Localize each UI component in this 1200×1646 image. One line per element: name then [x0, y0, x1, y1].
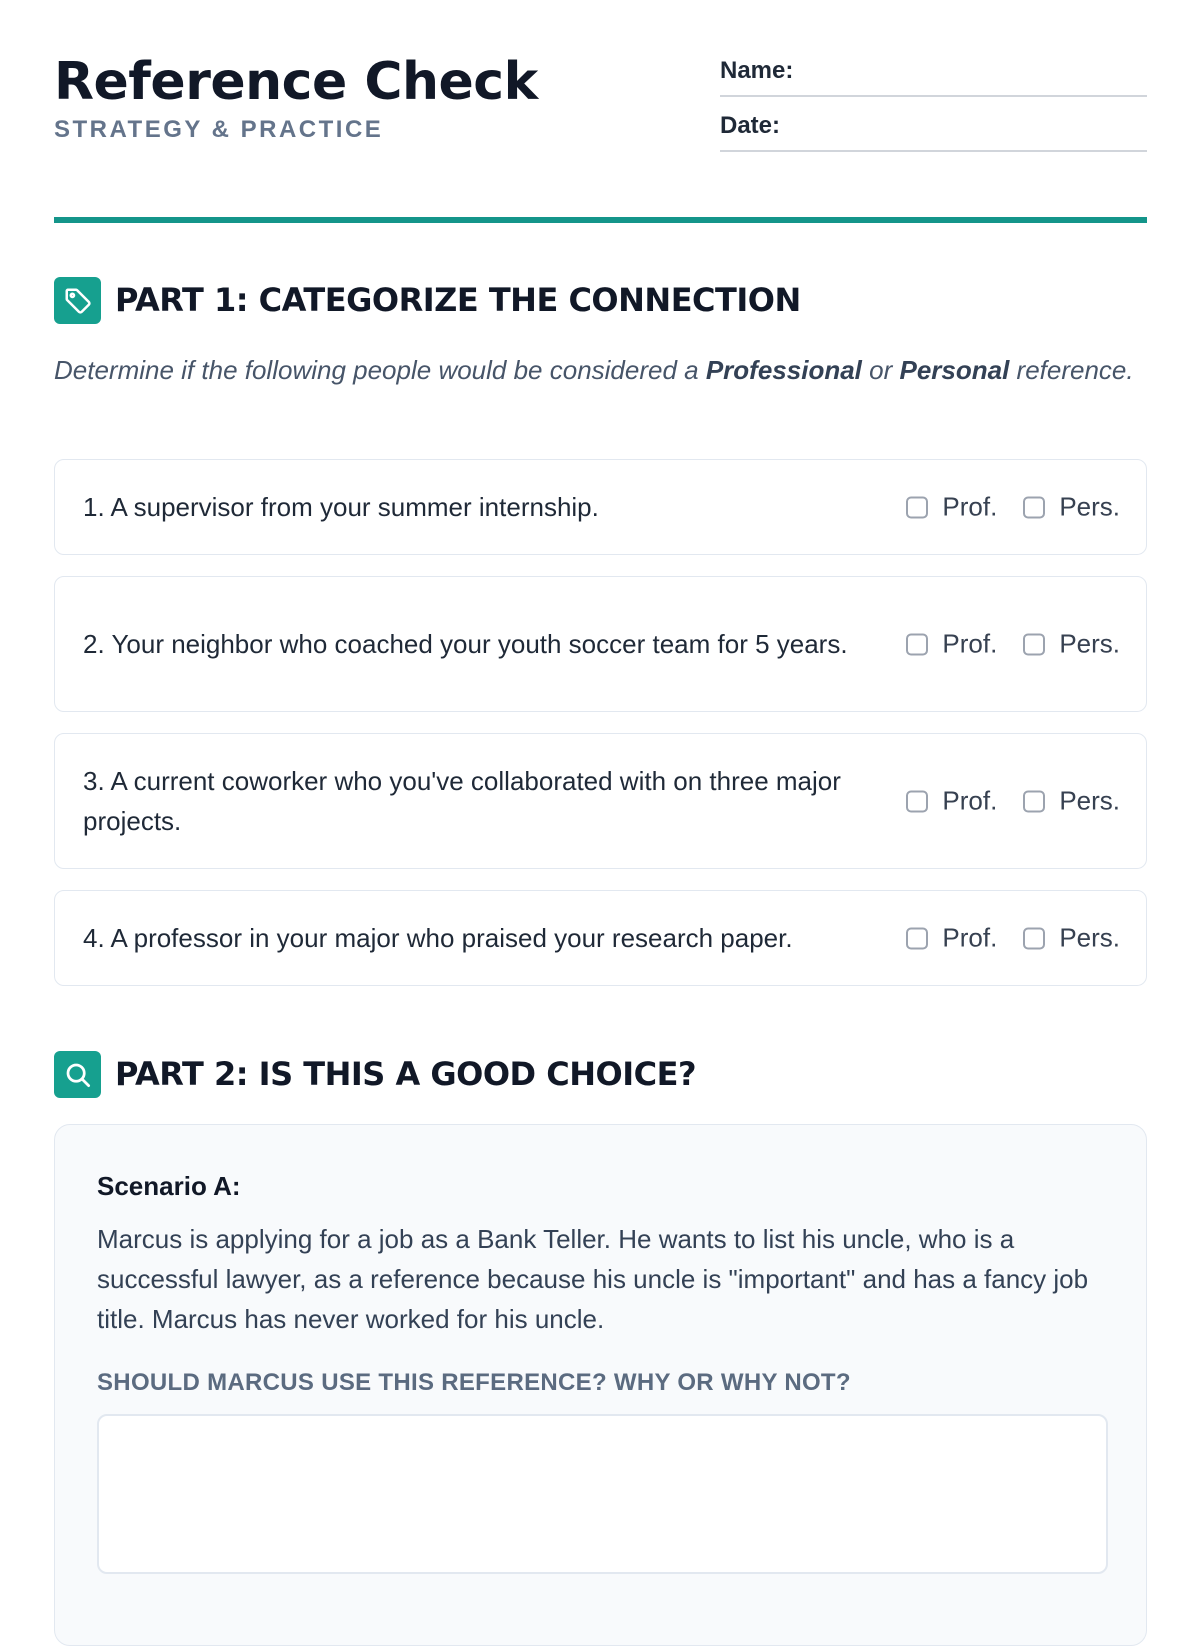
part1-instructions: Determine if the following people would be considered a Professional or Personal reference.	[54, 355, 1134, 385]
answer-choices	[880, 629, 1120, 660]
question-text: 3. A current coworker who you've collaborated with on three major projects.	[83, 766, 841, 836]
pers-option[interactable]: Pers.	[1023, 923, 1120, 954]
header	[54, 0, 1147, 225]
question-text: 2. Your neighbor who coached your youth soccer team for 5 years.	[83, 629, 848, 659]
prof-checkbox[interactable]	[906, 633, 928, 655]
question-text: 4. A professor in your major who praised your research paper.	[83, 923, 793, 953]
prof-checkbox[interactable]	[906, 927, 928, 949]
scenario-title: Scenario A:	[97, 1171, 241, 1201]
prof-checkbox[interactable]	[906, 496, 928, 518]
question-text: 1. A supervisor from your summer internship.	[83, 492, 599, 522]
pers-checkbox[interactable]	[1023, 790, 1045, 812]
question-card-4	[54, 890, 1147, 986]
prof-option[interactable]: Prof.	[906, 492, 997, 523]
question-card-1	[54, 459, 1147, 555]
answer-choices	[880, 492, 1120, 523]
part2-title: PART 2: IS THIS A GOOD CHOICE?	[115, 1055, 697, 1093]
pers-checkbox[interactable]	[1023, 633, 1045, 655]
prof-option[interactable]: Prof.	[906, 923, 997, 954]
prof-option[interactable]: Prof.	[906, 786, 997, 817]
pers-checkbox[interactable]	[1023, 927, 1045, 949]
prof-option[interactable]: Prof.	[906, 629, 997, 660]
part1-title: PART 1: CATEGORIZE THE CONNECTION	[115, 281, 801, 319]
pers-option[interactable]: Pers.	[1023, 629, 1120, 660]
scenario-body: Marcus is applying for a job as a Bank Teller. He wants to list his uncle, who is a successful lawyer, as a reference because his uncle is "important" and has a fancy job title. Marcus has never worked for his uncle.	[97, 1224, 1089, 1334]
page-title: Reference Check	[54, 52, 538, 112]
pers-checkbox[interactable]	[1023, 496, 1045, 518]
scenario-card	[54, 1124, 1147, 1646]
header-divider	[54, 217, 1147, 223]
question-card-2	[54, 576, 1147, 712]
question-card-3	[54, 733, 1147, 869]
date-label: Date:	[720, 112, 781, 139]
answer-choices	[880, 786, 1120, 817]
pers-option[interactable]: Pers.	[1023, 492, 1120, 523]
answer-box[interactable]	[97, 1414, 1108, 1574]
worksheet-page	[54, 0, 1147, 1396]
pers-option[interactable]: Pers.	[1023, 786, 1120, 817]
date-field[interactable]	[720, 110, 1147, 152]
name-label: Name:	[720, 57, 794, 84]
answer-choices	[880, 923, 1120, 954]
scenario-question: SHOULD MARCUS USE THIS REFERENCE? WHY OR WHY NOT?	[97, 1369, 851, 1396]
search-icon	[54, 1051, 101, 1098]
tag-icon	[54, 277, 101, 324]
prof-checkbox[interactable]	[906, 790, 928, 812]
page-subtitle: STRATEGY & PRACTICE	[54, 116, 384, 143]
name-field[interactable]	[720, 55, 1147, 97]
